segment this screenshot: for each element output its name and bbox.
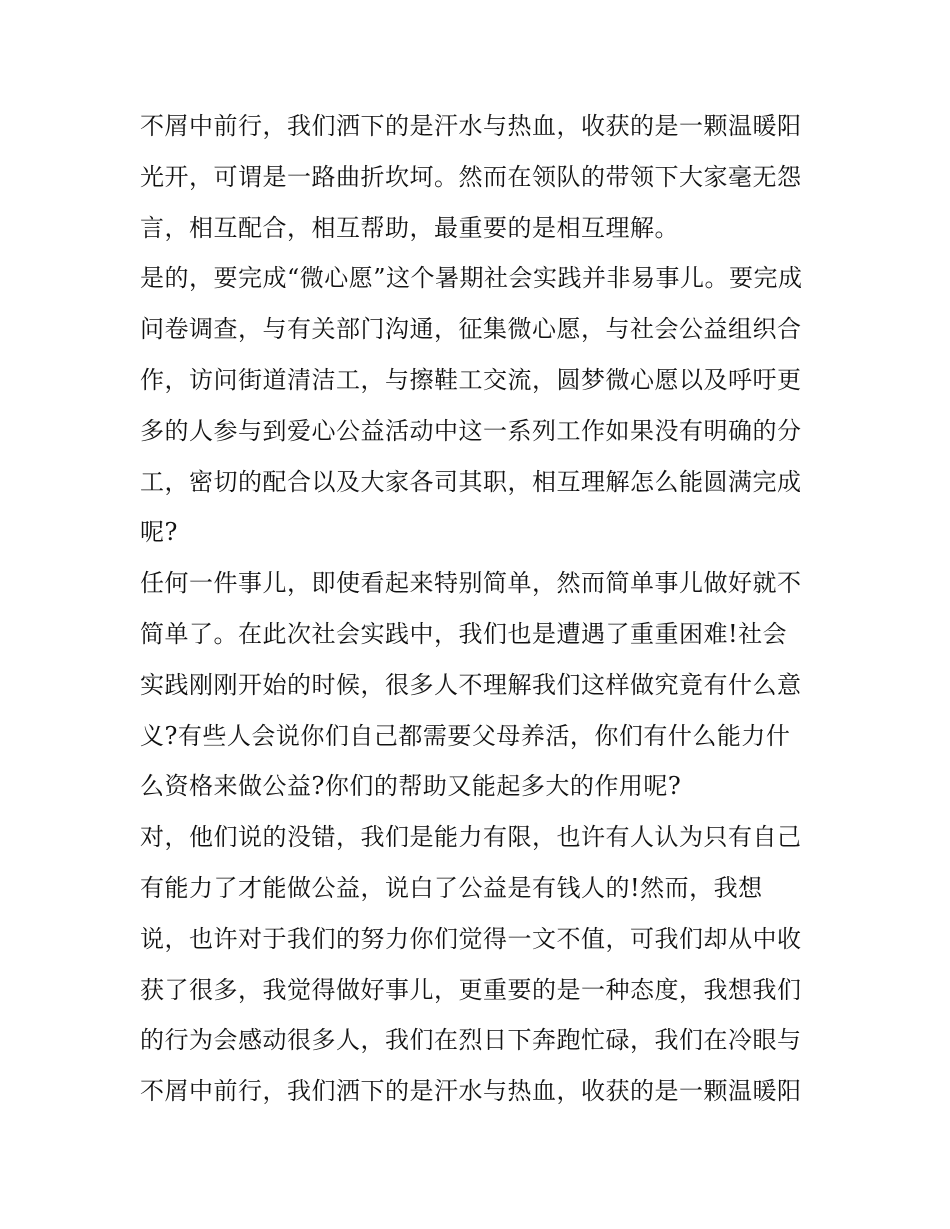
text-line: 工，密切的配合以及大家各司其职，相互理解怎么能圆满完成 (140, 467, 802, 496)
text-line: 呢? (140, 518, 178, 547)
text-line: 获了很多，我觉得做好事儿，更重要的是一种态度，我想我们 (140, 975, 802, 1004)
body-text (140, 101, 820, 1117)
text-line: 任何一件事儿，即使看起来特别简单，然而简单事儿做好就不 (140, 569, 802, 598)
text-line: 光开，可谓是一路曲折坎坷。然而在领队的带领下大家毫无怨 (140, 162, 802, 191)
text-line: 是的，要完成“微心愿”这个暑期社会实践并非易事儿。要完成 (140, 264, 803, 293)
text-line: 多的人参与到爱心公益活动中这一系列工作如果没有明确的分 (140, 416, 802, 445)
text-line: 有能力了才能做公益，说白了公益是有钱人的!然而，我想 (140, 873, 763, 902)
text-line: 不屑中前行，我们洒下的是汗水与热血，收获的是一颗温暖阳 (140, 112, 802, 140)
text-line: 义?有些人会说你们自己都需要父母养活，你们有什么能力什 (140, 721, 791, 750)
text-line: 实践刚刚开始的时候，很多人不理解我们这样做究竟有什么意 (140, 670, 802, 699)
text-line: 简单了。在此次社会实践中，我们也是遭遇了重重困难!社会 (140, 619, 788, 648)
text-line: 不屑中前行，我们洒下的是汗水与热血，收获的是一颗温暖阳 (140, 1077, 802, 1106)
text-line: 问卷调查，与有关部门沟通，征集微心愿，与社会公益组织合 (140, 315, 802, 344)
text-line: 说，也许对于我们的努力你们觉得一文不值，可我们却从中收 (140, 924, 802, 953)
text-line: 么资格来做公益?你们的帮助又能起多大的作用呢? (140, 772, 682, 801)
text-line: 的行为会感动很多人，我们在烈日下奔跑忙碌，我们在冷眼与 (140, 1026, 802, 1055)
text-line: 言，相互配合，相互帮助，最重要的是相互理解。 (140, 213, 679, 242)
text-line: 对，他们说的没错，我们是能力有限，也许有人认为只有自己 (140, 823, 802, 852)
text-line: 作，访问街道清洁工，与擦鞋工交流，圆梦微心愿以及呼吁更 (140, 365, 802, 394)
